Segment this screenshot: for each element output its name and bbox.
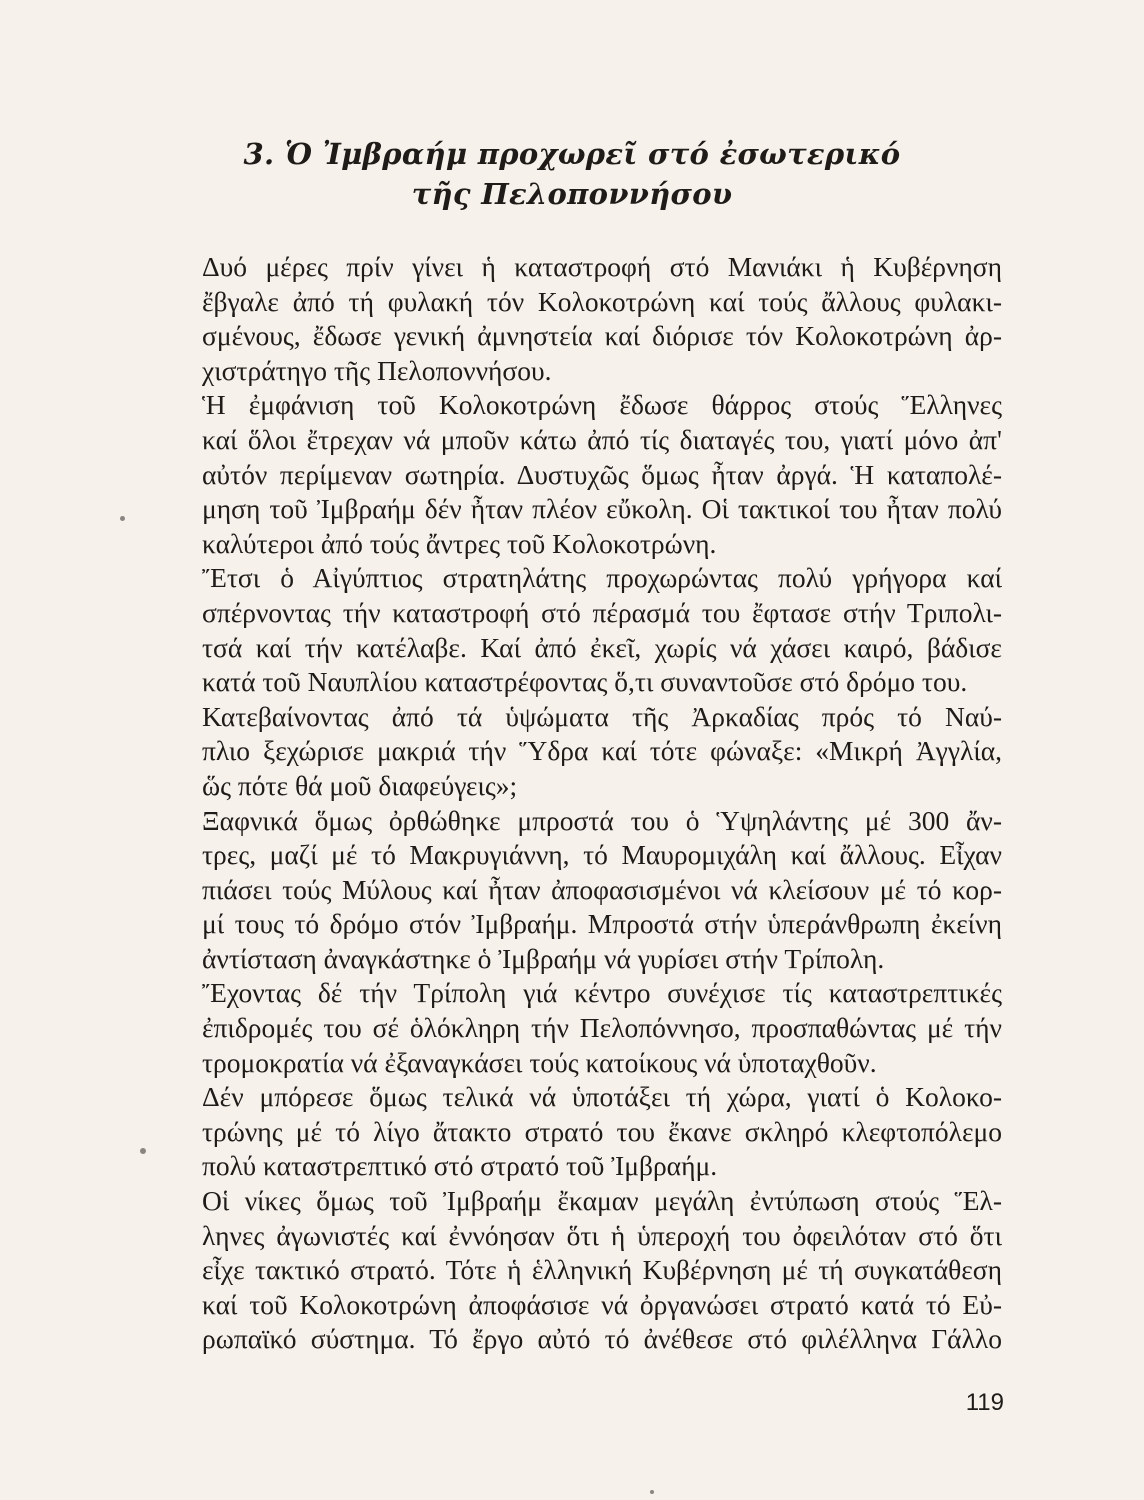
text-line: Ἔτσι ὁ Αἰγύπτιος στρατηλάτης προχωρώντας πολύ γρήγορα καί: [202, 562, 1002, 594]
text-line: τρώνης μέ τό λίγο ἄτακτο στρατό του ἔκανε σκληρό κλεφτοπόλεμο: [202, 1115, 1002, 1147]
text-line: καί τοῦ Κολοκοτρώνη ἀποφάσισε νά ὀργανώσει στρατό κατά τό Εὐ-: [202, 1288, 1002, 1320]
text-line: ἀντίσταση ἀναγκάστηκε ὁ Ἰμβραήμ νά γυρίσει στήν Τρίπολη.: [202, 942, 885, 974]
text-line: ὥς πότε θά μοῦ διαφεύγεις»;: [202, 769, 518, 801]
chapter-title-line-2: τῆς Πελοποννήσου: [411, 177, 733, 212]
text-line: Ξαφνικά ὅμως ὀρθώθηκε μπροστά του ὁ Ὑψηλάντης μέ 300 ἄν-: [202, 804, 1002, 836]
paragraph: [150, 804, 1002, 977]
body-text: [150, 250, 1002, 1357]
text-line: Οἱ νίκες ὅμως τοῦ Ἰμβραήμ ἔκαμαν μεγάλη ἐντύπωση στούς Ἕλ-: [202, 1185, 1002, 1217]
text-line: σπέρνοντας τήν καταστροφή στό πέρασμά του ἔφτασε στήν Τριπολι-: [202, 596, 1002, 628]
text-line: Ἔχοντας δέ τήν Τρίπολη γιά κέντρο συνέχισε τίς καταστρεπτικές: [202, 977, 1002, 1009]
text-line: σμένους, ἔδωσε γενική ἀμνηστεία καί διόρισε τόν Κολοκοτρώνη ἀρ-: [202, 320, 1002, 352]
paper-speck: [650, 1490, 654, 1494]
text-line: τρες, μαζί μέ τό Μακρυγιάννη, τό Μαυρομιχάλη καί ἄλλους. Εἶχαν: [202, 839, 1002, 871]
text-line: αὐτόν περίμεναν σωτηρία. Δυστυχῶς ὅμως ἦταν ἀργά. Ἡ καταπολέ-: [202, 458, 1002, 490]
paragraph: [150, 1184, 1002, 1357]
paper-speck: [140, 1148, 146, 1154]
paragraph: [150, 976, 1002, 1080]
text-line: πιάσει τούς Μύλους καί ἦταν ἀποφασισμένοι νά κλείσουν μέ τό κορ-: [202, 873, 1002, 905]
paragraph: [150, 250, 1002, 388]
chapter-title: [140, 134, 1004, 214]
chapter-title-line-1: 3. Ὁ Ἰμβραήμ προχωρεῖ στό ἐσωτερικό: [243, 137, 901, 172]
text-line: Ἡ ἐμφάνιση τοῦ Κολοκοτρώνη ἔδωσε θάρρος στούς Ἕλληνες: [202, 389, 1002, 421]
text-line: μί τους τό δρόμο στόν Ἰμβραήμ. Μπροστά στήν ὑπεράνθρωπη ἐκείνη: [202, 908, 1002, 940]
text-line: τσά καί τήν κατέλαβε. Καί ἀπό ἐκεῖ, χωρίς νά χάσει καιρό, βάδισε: [202, 631, 1002, 663]
text-line: χιστράτηγο τῆς Πελοποννήσου.: [202, 354, 552, 386]
text-line: καλύτεροι ἀπό τούς ἄντρες τοῦ Κολοκοτρώνη.: [202, 527, 717, 559]
text-line: πολύ καταστρεπτικό στό στρατό τοῦ Ἰμβραήμ.: [202, 1150, 718, 1182]
text-line: τρομοκρατία νά ἐξαναγκάσει τούς κατοίκους νά ὑποταχθοῦν.: [202, 1046, 877, 1078]
text-line: ρωπαϊκό σύστημα. Τό ἔργο αὐτό τό ἀνέθεσε στό φιλέλληνα Γάλλο: [202, 1323, 1002, 1355]
text-line: Κατεβαίνοντας ἀπό τά ὑψώματα τῆς Ἀρκαδίας πρός τό Ναύ-: [202, 700, 1002, 732]
paper-speck: [120, 516, 125, 521]
text-line: μηση τοῦ Ἰμβραήμ δέν ἦταν πλέον εὔκολη. Οἱ τακτικοί του ἦταν πολύ: [202, 493, 1002, 525]
text-line: πλιο ξεχώρισε μακριά τήν Ὕδρα καί τότε φώναξε: «Μικρή Ἀγγλία,: [202, 735, 1002, 767]
text-line: εἶχε τακτικό στρατό. Τότε ἡ ἑλληνική Κυβέρνηση μέ τή συγκατάθεση: [202, 1254, 1002, 1286]
paragraph: [150, 561, 1002, 699]
paragraph: [150, 700, 1002, 804]
text-line: ἔβγαλε ἀπό τή φυλακή τόν Κολοκοτρώνη καί τούς ἄλλους φυλακι-: [202, 285, 1002, 317]
paragraph: [150, 388, 1002, 561]
text-line: κατά τοῦ Ναυπλίου καταστρέφοντας ὅ,τι συναντοῦσε στό δρόμο του.: [202, 666, 968, 698]
text-line: ληνες ἀγωνιστές καί ἐννόησαν ὅτι ἡ ὑπεροχή του ὀφειλόταν στό ὅτι: [202, 1219, 1002, 1251]
text-line: Δυό μέρες πρίν γίνει ἡ καταστροφή στό Μανιάκι ἡ Κυβέρνηση: [202, 251, 1002, 282]
page-number: 119: [965, 1389, 1004, 1416]
text-line: ἐπιδρομές του σέ ὁλόκληρη τήν Πελοπόννησο, προσπαθώντας μέ τήν: [202, 1012, 1002, 1044]
text-line: καί ὅλοι ἔτρεχαν νά μποῦν κάτω ἀπό τίς διαταγές του, γιατί μόνο ἀπ': [202, 423, 1002, 455]
text-line: Δέν μπόρεσε ὅμως τελικά νά ὑποτάξει τή χώρα, γιατί ὁ Κολοκο-: [202, 1081, 1002, 1113]
paragraph: [150, 1080, 1002, 1184]
